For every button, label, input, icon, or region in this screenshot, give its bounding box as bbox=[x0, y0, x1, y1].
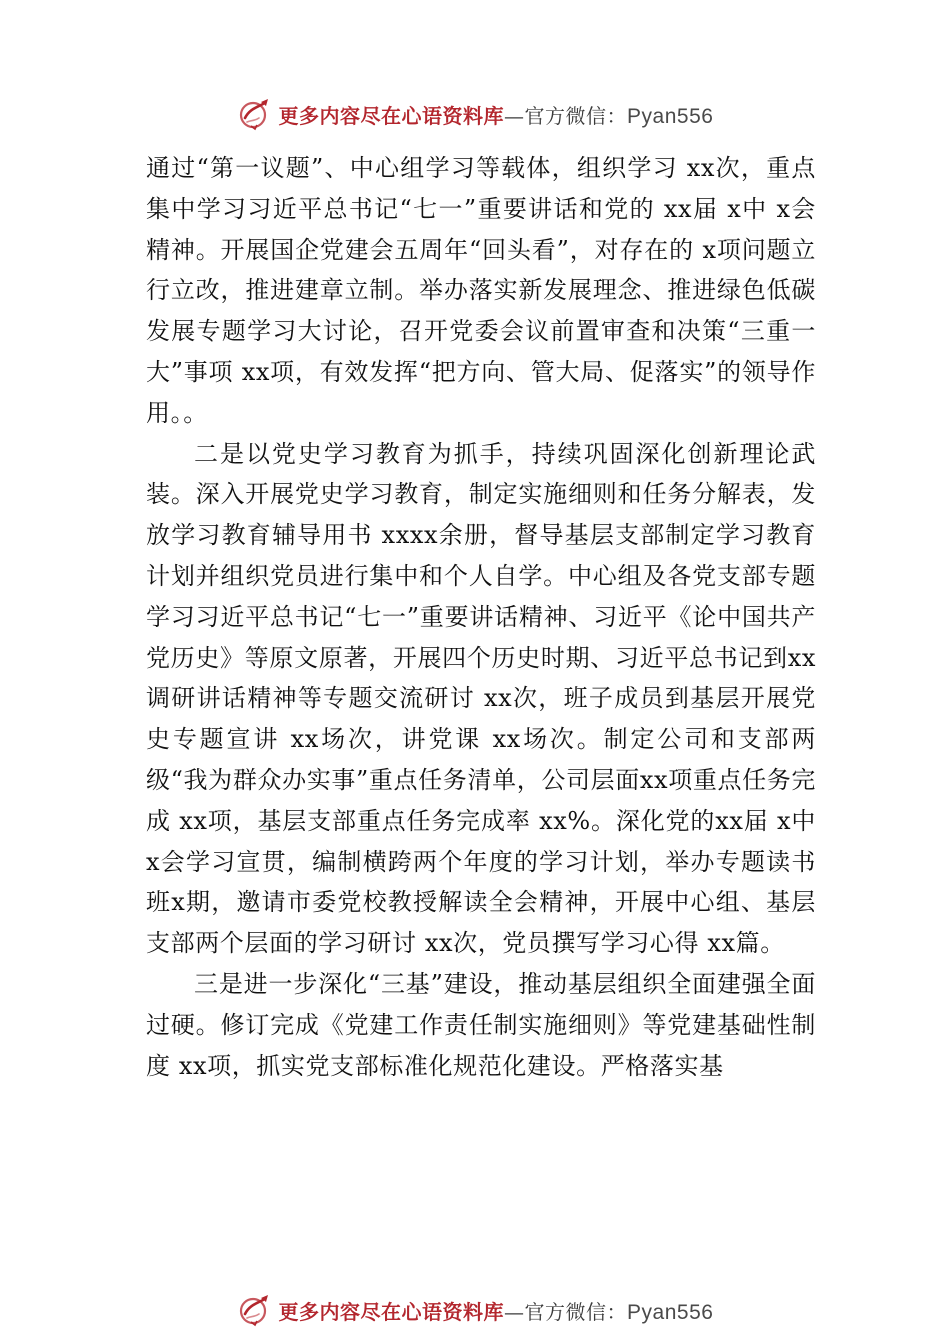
paragraph-3: 三是进一步深化“三基”建设，推动基层组织全面建强全面过硬。修订完成《党建工作责任制实施细则》等党建基础性制度 xx项，抓实党支部标准化规范化建设。严格落实基 bbox=[146, 969, 816, 1080]
pen-ribbon-logo-icon bbox=[237, 96, 273, 132]
banner-site-name: 更多内容尽在心语资料库 bbox=[278, 1299, 505, 1324]
header-watermark-banner bbox=[0, 94, 950, 134]
banner-dash: — bbox=[504, 103, 525, 128]
banner-wechat-id: Pyan556 bbox=[627, 104, 714, 128]
document-body bbox=[146, 148, 816, 1086]
banner-official-label: 官方微信： bbox=[524, 1299, 628, 1324]
banner-official-label: 官方微信： bbox=[524, 103, 628, 128]
banner-text bbox=[279, 100, 714, 129]
pen-ribbon-logo-icon bbox=[237, 1292, 273, 1328]
banner-wechat-id: Pyan556 bbox=[627, 1300, 714, 1324]
paragraph-1: 通过“第一议题”、中心组学习等载体，组织学习 xx次，重点集中学习习近平总书记“七一”重要讲话和党的 xx届 x中 x会精神。开展国企党建会五周年“回头看”，对存在的 x项问题立行立改，推进建章立制。举办落实新发展理念、推进绿色低碳发展专题学习大讨论，召开党委会议前置审查和决策“三重一大”事项 xx项，有效发挥“把方向、管大局、促落实”的领导作用。。 bbox=[146, 154, 816, 427]
footer-watermark-banner bbox=[0, 1290, 950, 1330]
banner-text bbox=[279, 1296, 714, 1325]
paragraph-2: 二是以党史学习教育为抓手，持续巩固深化创新理论武装。深入开展党史学习教育，制定实施细则和任务分解表，发放学习教育辅导用书 xxxx余册，督导基层支部制定学习教育计划并组织党员进行集中和个人自学。中心组及各党支部专题学习习近平总书记“七一”重要讲话精神、习近平《论中国共产党历史》等原文原著，开展四个历史时期、习近平总书记到xx调研讲话精神等专题交流研讨 xx次，班子成员到基层开展党史专题宣讲 xx场次，讲党课 xx场次。制定公司和支部两级“我为群众办实事”重点任务清单，公司层面xx项重点任务完成 xx项，基层支部重点任务完成率 xx%。深化党的xx届 x中 x会学习宣贯，编制横跨两个年度的学习计划，举办专题读书班x期，邀请市委党校教授解读全会精神，开展中心组、基层支部两个层面的学习研讨 xx次，党员撰写学习心得 xx篇。 bbox=[146, 439, 816, 958]
banner-site-name: 更多内容尽在心语资料库 bbox=[278, 103, 505, 128]
banner-dash: — bbox=[504, 1299, 525, 1324]
